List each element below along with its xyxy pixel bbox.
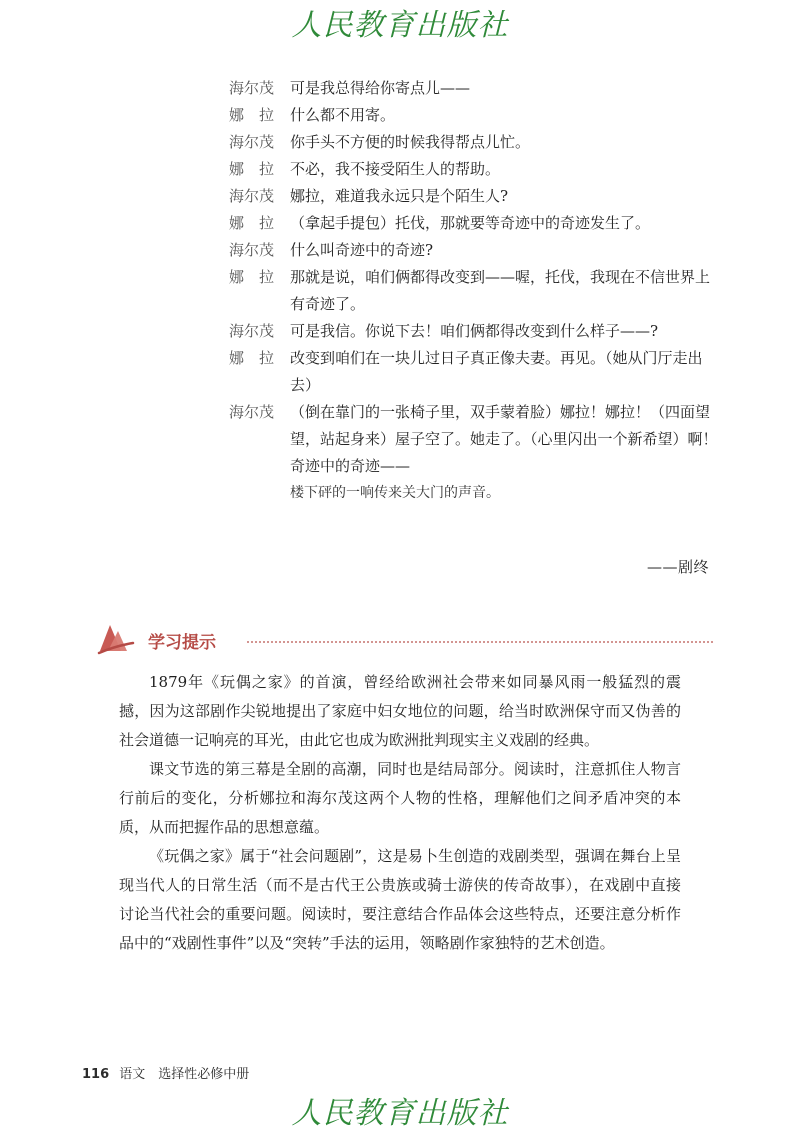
speaker-name: 海尔茂 [229, 79, 275, 97]
speech-text: 你手头不方便的时候我得帮点儿忙。 [290, 133, 531, 151]
stage-direction-text: 楼下砰的一响传来关大门的声音。 [290, 485, 500, 501]
dialogue-line [229, 399, 719, 480]
speech-text: 不必，我不接受陌生人的帮助。 [290, 160, 501, 178]
speaker-name: 娜 拉 [229, 214, 275, 232]
study-tips-title: 学习提示 [148, 633, 216, 653]
speech-text: 那就是说，咱们俩都得改变到——喔，托伐，我现在不信世界上有奇迹了。 [290, 268, 711, 313]
play-ending: ——剧终 [646, 558, 709, 576]
dialogue-line [229, 210, 719, 237]
tips-paragraph: 课文节选的第三幕是全剧的高潮，同时也是结局部分。阅读时，注意抓住人物言行前后的变化，分析娜拉和海尔茂这两个人物的性格，理解他们之间矛盾冲突的本质，从而把握作品的思想意蕴。 [119, 760, 681, 836]
publisher-watermark-bottom: 人民教育出版社 [291, 1096, 509, 1131]
page-footer [82, 1063, 249, 1082]
publisher-watermark-top: 人民教育出版社 [291, 8, 509, 43]
tips-paragraph: 《玩偶之家》属于“社会问题剧”，这是易卜生创造的戏剧类型，强调在舞台上呈现当代人的日常生活（而不是古代王公贵族或骑士游侠的传奇故事），在戏剧中直接讨论当代社会的重要问题。阅读时，要注意结合作品体会这些特点，还要注意分析作品中的“戏剧性事件”以及“突转”手法的运用，领略剧作家独特的艺术创造。 [119, 847, 681, 952]
dialogue-line [229, 183, 719, 210]
speech-text: 可是我信。你说下去！咱们俩都得改变到什么样子——? [290, 322, 659, 340]
dialogue-line [229, 264, 719, 318]
speaker-name: 娜 拉 [229, 106, 275, 124]
speaker-name: 娜 拉 [229, 268, 275, 286]
speaker-name: 娜 拉 [229, 160, 275, 178]
study-tips-icon [96, 619, 136, 657]
speech-text: 娜拉，难道我永远只是个陌生人? [290, 187, 509, 205]
dialogue-line [229, 102, 719, 129]
dialogue-line [229, 237, 719, 264]
speech-text: 什么叫奇迹中的奇迹? [290, 241, 434, 259]
speaker-name: 海尔茂 [229, 133, 275, 151]
speech-text: （倒在靠门的一张椅子里，双手蒙着脸）娜拉！娜拉！（四面望望，站起身来）屋子空了。她走了。（心里闪出一个新希望）啊！奇迹中的奇迹—— [290, 403, 718, 475]
dialogue-line [229, 345, 719, 399]
dialogue-line [229, 75, 719, 102]
stage-direction-line [229, 480, 719, 507]
book-title: 语文 选择性必修中册 [119, 1067, 250, 1082]
dialogue-line [229, 129, 719, 156]
dialogue-line [229, 318, 719, 345]
speech-text: 改变到咱们在一块儿过日子真正像夫妻。再见。（她从门厅走出去） [290, 349, 703, 394]
speaker-name: 海尔茂 [229, 403, 275, 421]
speaker-name: 娜 拉 [229, 349, 275, 367]
speaker-name: 海尔茂 [229, 322, 275, 340]
dialogue-block [229, 75, 719, 507]
study-tips-body [119, 668, 681, 958]
speech-text: 什么都不用寄。 [290, 106, 396, 124]
speech-text: （拿起手提包）托伐，那就要等奇迹中的奇迹发生了。 [290, 214, 651, 232]
study-tips-header [96, 619, 716, 657]
tips-paragraph: 1879年《玩偶之家》的首演，曾经给欧洲社会带来如同暴风雨一般猛烈的震撼，因为这部剧作尖锐地提出了家庭中妇女地位的问题，给当时欧洲保守而又伪善的社会道德一记响亮的耳光，由此它也成为欧洲批判现实主义戏剧的经典。 [119, 673, 681, 749]
speaker-name: 海尔茂 [229, 241, 275, 259]
speaker-name: 海尔茂 [229, 187, 275, 205]
header-dotted-divider [247, 641, 713, 643]
speech-text: 可是我总得给你寄点儿—— [290, 79, 471, 97]
dialogue-line [229, 156, 719, 183]
page-number: 116 [82, 1067, 110, 1082]
